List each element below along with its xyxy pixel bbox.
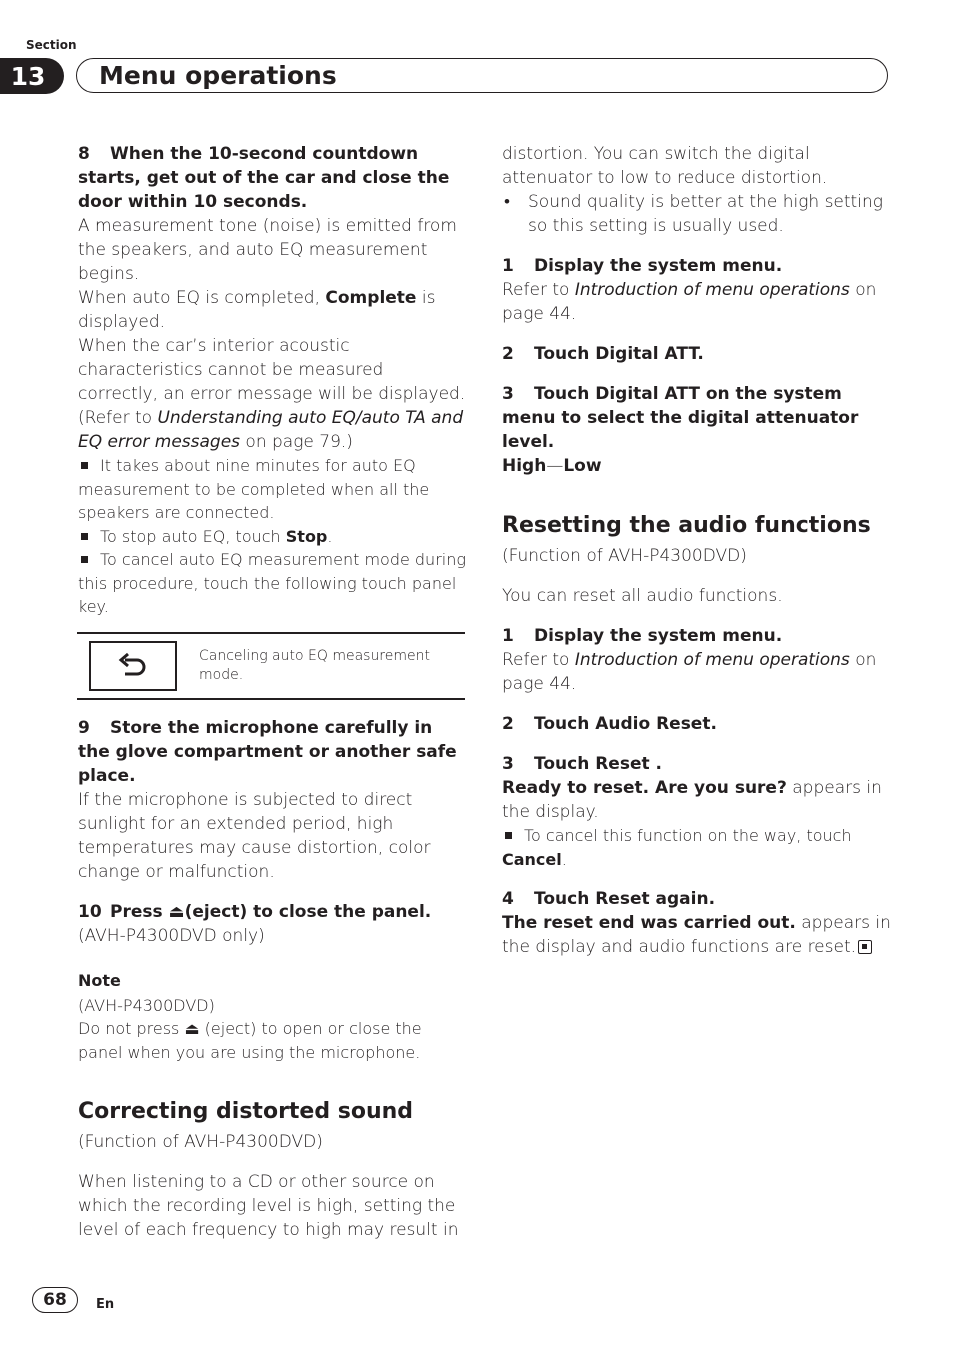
function-of-text: (Function of AVH-P4300DVD) — [502, 546, 747, 566]
note-text: . — [327, 526, 333, 546]
key-description: Canceling auto EQ measurement mode. — [199, 647, 430, 683]
step-title: Touch Reset again. — [534, 889, 716, 909]
reset-step-4-title — [502, 887, 892, 911]
step-9-paragraph: If the microphone is subjected to direct sunlight for an extended period, high temperatures may cause distortion, color change or malfunction. — [78, 789, 431, 882]
note-text: To cancel auto EQ measurement mode during this procedure, touch the following touch panel key. — [78, 550, 466, 616]
function-of-text: (Function of AVH-P4300DVD) — [78, 1132, 323, 1152]
step-8-title — [78, 142, 466, 214]
step-title: Press — [110, 901, 169, 922]
reset-step-2-title — [502, 712, 892, 736]
return-key — [89, 641, 177, 691]
note-line-2 — [78, 1017, 466, 1064]
range-high: High — [502, 456, 547, 476]
step-number: 3 — [502, 754, 514, 774]
step-title: Display the system menu. — [534, 256, 783, 276]
attenuator-range — [502, 454, 892, 478]
step-8-paragraph-1: A measurement tone (noise) is emitted from the speakers, and auto EQ measurement begins. — [78, 216, 457, 284]
step-10-paragraph: (AVH-P4300DVD only) — [78, 925, 265, 946]
square-bullet-icon — [81, 556, 88, 563]
left-column — [78, 142, 466, 1242]
note-text: Do not press — [78, 1019, 185, 1038]
reset-step-1-paragraph — [502, 648, 892, 696]
text: on page 79.) — [240, 432, 353, 452]
reference-title: Introduction of menu operations — [574, 650, 850, 670]
note-text: It takes about nine minutes for auto EQ measurement to be completed when all the speakers are connected. — [78, 456, 430, 522]
step-2-title — [502, 342, 892, 366]
note-text: (eject) to open or close the panel when you are using the microphone. — [78, 1019, 422, 1062]
square-bullet-icon — [81, 533, 88, 540]
correcting-paragraph: When listening to a CD or other source on which the recording level is high, setting the level of each frequency to high may result in — [78, 1172, 459, 1240]
note-line-1: (AVH-P4300DVD) — [78, 995, 215, 1015]
bullet-text: Sound quality is better at the high setting so this setting is usually used. — [528, 192, 883, 236]
section-label: Section — [26, 38, 77, 52]
language-label: En — [96, 1297, 115, 1312]
right-column — [502, 142, 892, 959]
cancel-note — [502, 824, 892, 871]
step-title: Touch Digital ATT. — [534, 344, 704, 364]
step-title: Store the microphone carefully in the glove compartment or another safe place. — [78, 717, 457, 786]
step-number: 2 — [502, 344, 514, 364]
text: is displayed. — [78, 288, 436, 332]
resetting-paragraph: You can reset all audio functions. — [502, 586, 783, 606]
step-1-title — [502, 254, 892, 278]
step-1-paragraph — [502, 278, 892, 326]
end-mark-icon — [858, 940, 872, 954]
cancel-label: Cancel — [502, 849, 562, 869]
text: Refer to — [502, 280, 575, 300]
note-item-2 — [78, 525, 466, 549]
page-number: 68 — [32, 1287, 78, 1313]
reference-title: Introduction of menu operations — [574, 280, 850, 300]
step-number: 9 — [78, 717, 90, 738]
reference-title: Understanding auto EQ/auto TA and EQ error messages — [78, 408, 464, 452]
reset-step-4-paragraph — [502, 911, 892, 959]
note-text: To stop auto EQ, touch — [100, 526, 286, 546]
section-number: 13 — [0, 58, 64, 94]
square-bullet-icon — [81, 462, 88, 469]
step-number: 10 — [78, 901, 102, 922]
reset-step-1-title — [502, 624, 892, 648]
eject-icon: ⏏ — [184, 1019, 200, 1038]
note-item-3 — [78, 548, 466, 619]
text: appears in the display and audio functions are reset. — [502, 913, 891, 957]
step-10-title — [78, 900, 466, 924]
step-number: 1 — [502, 256, 514, 276]
square-bullet-icon — [505, 832, 512, 839]
step-title: When the 10-second countdown starts, get out of the car and close the door within 10 seconds. — [78, 144, 450, 212]
continued-paragraph: distortion. You can switch the digital attenuator to low to reduce distortion. — [502, 144, 828, 188]
note-text: . — [561, 849, 567, 869]
range-low: Low — [563, 456, 602, 476]
step-number: 4 — [502, 889, 514, 909]
return-arrow-icon — [116, 651, 150, 681]
stop-label: Stop — [285, 526, 328, 546]
complete-label: Complete — [325, 288, 417, 308]
step-number: 3 — [502, 384, 514, 404]
text: appears in the display. — [502, 778, 882, 822]
step-title: (eject) to close the panel. — [184, 901, 432, 922]
text: When auto EQ is completed, — [78, 288, 326, 308]
touch-key-table — [77, 632, 465, 700]
step-number: 8 — [78, 144, 90, 164]
step-8-paragraph-2 — [78, 286, 466, 334]
text: on page 44. — [502, 650, 877, 694]
text: on page 44. — [502, 280, 877, 324]
page-title-box — [76, 58, 888, 93]
eject-icon: ⏏ — [168, 901, 185, 922]
step-3-title — [502, 382, 892, 454]
section-heading-resetting: Resetting the audio functions — [502, 513, 871, 538]
step-number: 2 — [502, 714, 514, 734]
step-title: Touch Reset . — [534, 754, 662, 774]
step-9-title — [78, 716, 466, 788]
reset-message: The reset end was carried out. — [502, 913, 796, 933]
text: Refer to — [502, 650, 575, 670]
step-title: Touch Digital ATT on the system menu to select the digital attenuator level. — [502, 384, 859, 452]
bullet-icon: • — [504, 192, 510, 212]
reset-step-3-paragraph — [502, 776, 892, 824]
step-number: 1 — [502, 626, 514, 646]
step-8-paragraph-3 — [78, 334, 466, 454]
text: When the car’s interior acoustic characteristics cannot be measured correctly, an error message will be displayed. (Refer to — [78, 336, 466, 428]
range-dash: — — [546, 456, 564, 476]
note-item-1 — [78, 454, 466, 525]
note-heading: Note — [78, 970, 121, 990]
reset-step-3-title — [502, 752, 892, 776]
confirm-message: Ready to reset. Are you sure? — [502, 778, 787, 798]
page-title: Menu operations — [99, 61, 337, 90]
step-title: Display the system menu. — [534, 626, 783, 646]
step-title: Touch Audio Reset. — [534, 714, 717, 734]
section-heading-correcting: Correcting distorted sound — [78, 1099, 414, 1124]
note-text: To cancel this function on the way, touch — [524, 826, 852, 845]
bullet-item — [502, 190, 892, 238]
